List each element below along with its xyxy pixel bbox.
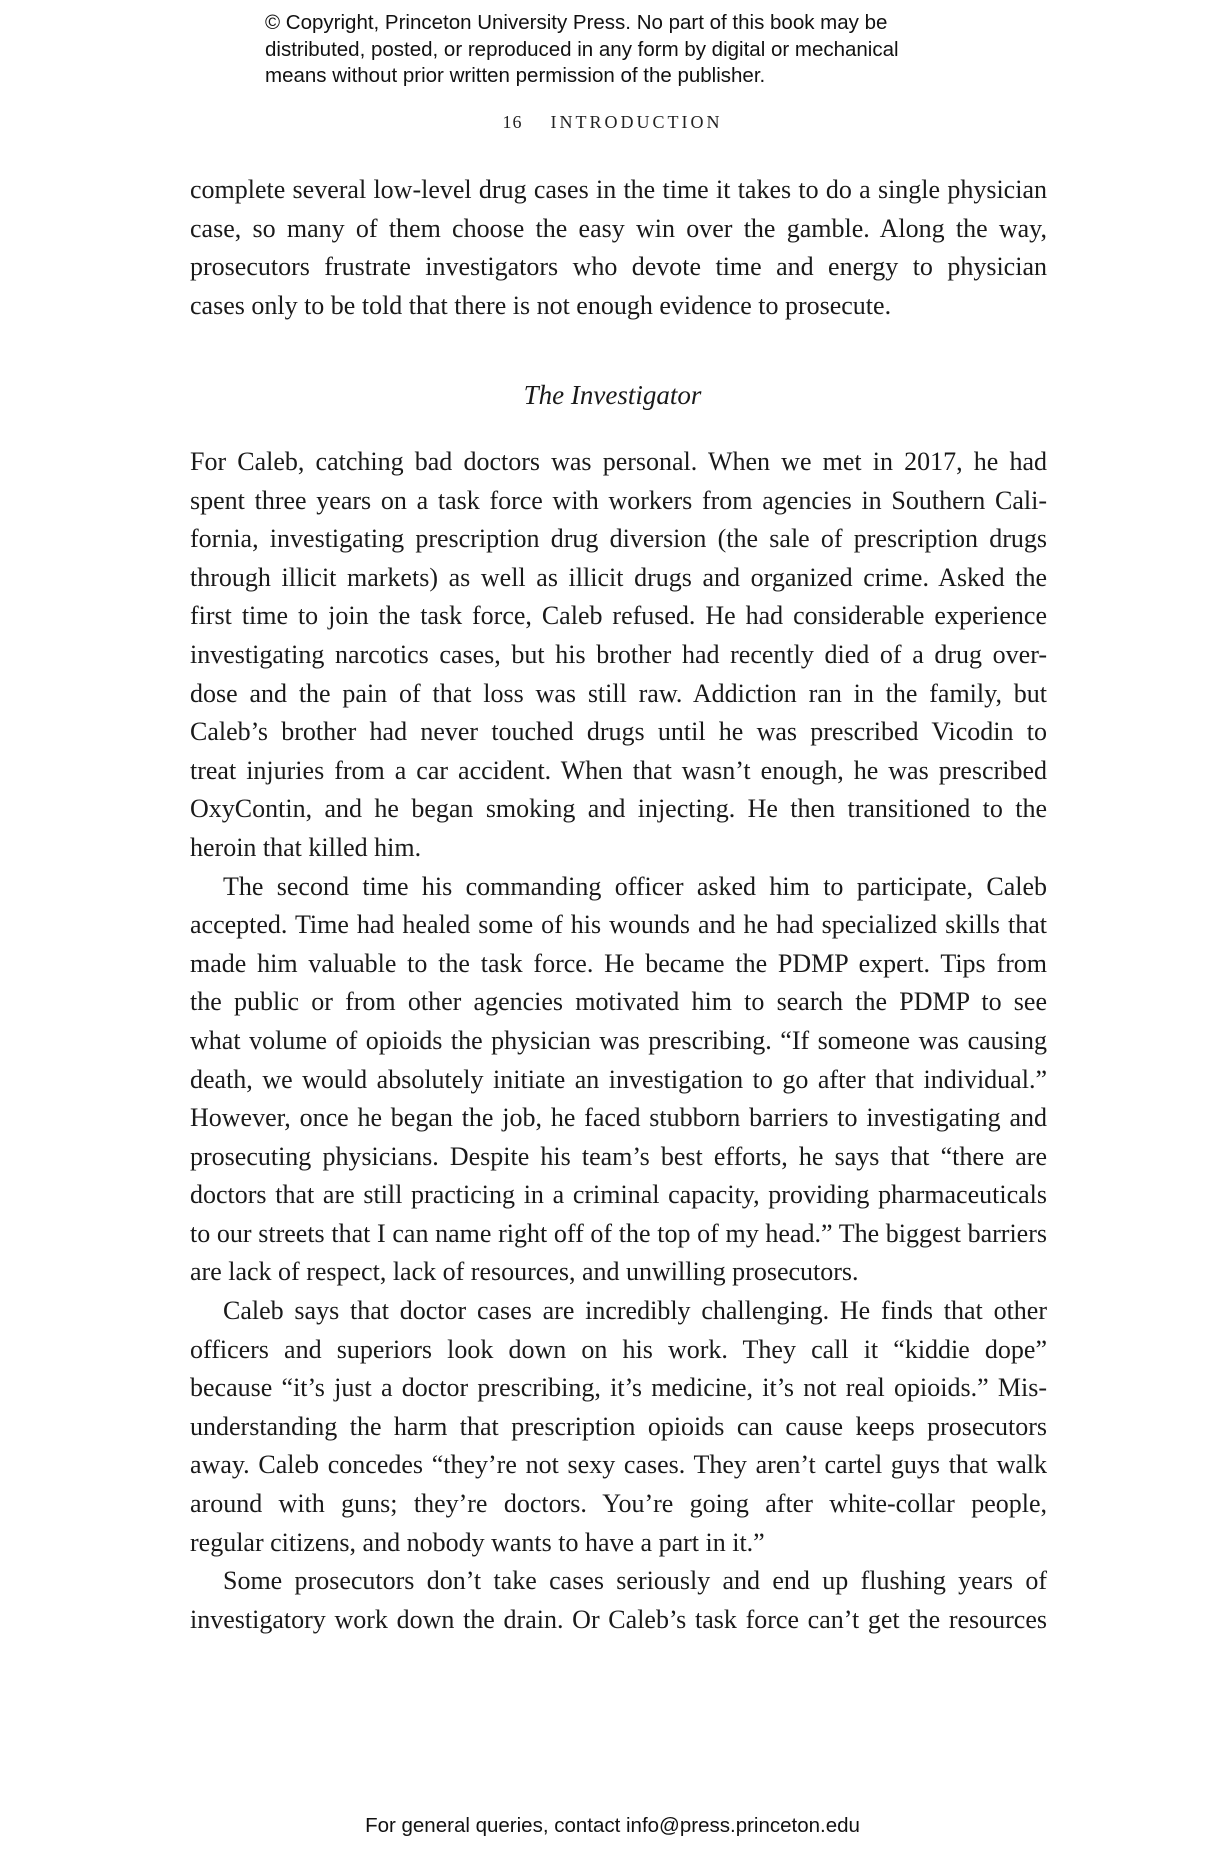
text-line: However, once he began the job, he faced stubborn barriers to investigating and xyxy=(190,1103,1047,1133)
text-line: around with guns; they’re doctors. You’re going after white-collar people, xyxy=(190,1489,1047,1519)
text-line: treat injuries from a car accident. When that wasn’t enough, he was prescribed xyxy=(190,755,1047,785)
text-line: investigatory work down the drain. Or Caleb’s task force can’t get the resources xyxy=(190,1604,1047,1634)
text-line: OxyContin, and he began smoking and injecting. He then transitioned to the xyxy=(190,794,1047,824)
copyright-line: distributed, posted, or reproduced in any form by digital or mechanical xyxy=(265,37,899,61)
text-line: fornia, investigating prescription drug diversion (the sale of prescription drugs xyxy=(190,524,1047,554)
text-line: spent three years on a task force with workers from agencies in Southern Cali- xyxy=(190,485,1047,515)
text-line: the public or from other agencies motivated him to search the PDMP to see xyxy=(190,987,1047,1017)
footer-contact: For general queries, contact info@press.princeton.edu xyxy=(365,1814,860,1837)
text-line: Caleb’s brother had never touched drugs until he was prescribed Vicodin to xyxy=(190,717,1047,747)
text-line: accepted. Time had healed some of his wounds and he had specialized skills that xyxy=(190,910,1047,940)
text-line: understanding the harm that prescription opioids can cause keeps prosecutors xyxy=(190,1411,1047,1441)
text-line: case, so many of them choose the easy win over the gamble. Along the way, xyxy=(190,213,1047,243)
text-line: made him valuable to the task force. He became the PDMP expert. Tips from xyxy=(190,948,1047,978)
text-line: investigating narcotics cases, but his brother had recently died of a drug over- xyxy=(190,639,1047,669)
text-line: complete several low-level drug cases in the time it takes to do a single physician xyxy=(190,175,1047,204)
text-line: because “it’s just a doctor prescribing, it’s medicine, it’s not real opioids.” Mis- xyxy=(190,1373,1047,1403)
section-heading: The Investigator xyxy=(523,380,702,410)
text-line: first time to join the task force, Caleb refused. He had considerable experience xyxy=(190,601,1047,631)
text-line: death, we would absolutely initiate an investigation to go after that individual.” xyxy=(190,1064,1047,1094)
copyright-line: means without prior written permission of the publisher. xyxy=(265,64,766,87)
text-line: away. Caleb concedes “they’re not sexy cases. They aren’t cartel guys that walk xyxy=(190,1450,1047,1480)
text-line: heroin that killed him. xyxy=(190,832,422,862)
text-line: through illicit markets) as well as illicit drugs and organized crime. Asked the xyxy=(190,562,1047,592)
page-number: 16 xyxy=(502,112,523,132)
text-line: regular citizens, and nobody wants to have a part in it.” xyxy=(190,1527,765,1557)
text-line: Some prosecutors don’t take cases seriously and end up flushing years of xyxy=(223,1566,1047,1596)
copyright-notice xyxy=(265,10,985,90)
running-head xyxy=(0,112,1225,133)
text-line: are lack of respect, lack of resources, and unwilling prosecutors. xyxy=(190,1257,859,1287)
text-line: to our streets that I can name right off of the top of my head.” The biggest barriers xyxy=(190,1218,1047,1248)
text-line: cases only to be told that there is not enough evidence to prosecute. xyxy=(190,290,892,320)
body-text-before-heading xyxy=(190,171,1047,325)
text-line: prosecuting physicians. Despite his team’s best efforts, he says that “there are xyxy=(190,1141,1047,1171)
text-line: doctors that are still practicing in a criminal capacity, providing pharmaceuticals xyxy=(190,1180,1047,1210)
text-line: what volume of opioids the physician was prescribing. “If someone was causing xyxy=(190,1025,1047,1055)
copyright-line: © Copyright, Princeton University Press. No part of this book may be xyxy=(265,11,888,34)
text-line: The second time his commanding officer asked him to participate, Caleb xyxy=(223,871,1047,901)
text-line: dose and the pain of that loss was still raw. Addiction ran in the family, but xyxy=(190,678,1047,708)
body-text-after-heading xyxy=(190,443,1047,1639)
running-head-section: INTRODUCTION xyxy=(550,112,723,132)
text-line: For Caleb, catching bad doctors was personal. When we met in 2017, he had xyxy=(190,447,1047,476)
text-line: Caleb says that doctor cases are incredibly challenging. He finds that other xyxy=(223,1296,1047,1326)
text-line: prosecutors frustrate investigators who devote time and energy to physician xyxy=(190,252,1047,282)
text-line: officers and superiors look down on his work. They call it “kiddie dope” xyxy=(190,1334,1047,1364)
